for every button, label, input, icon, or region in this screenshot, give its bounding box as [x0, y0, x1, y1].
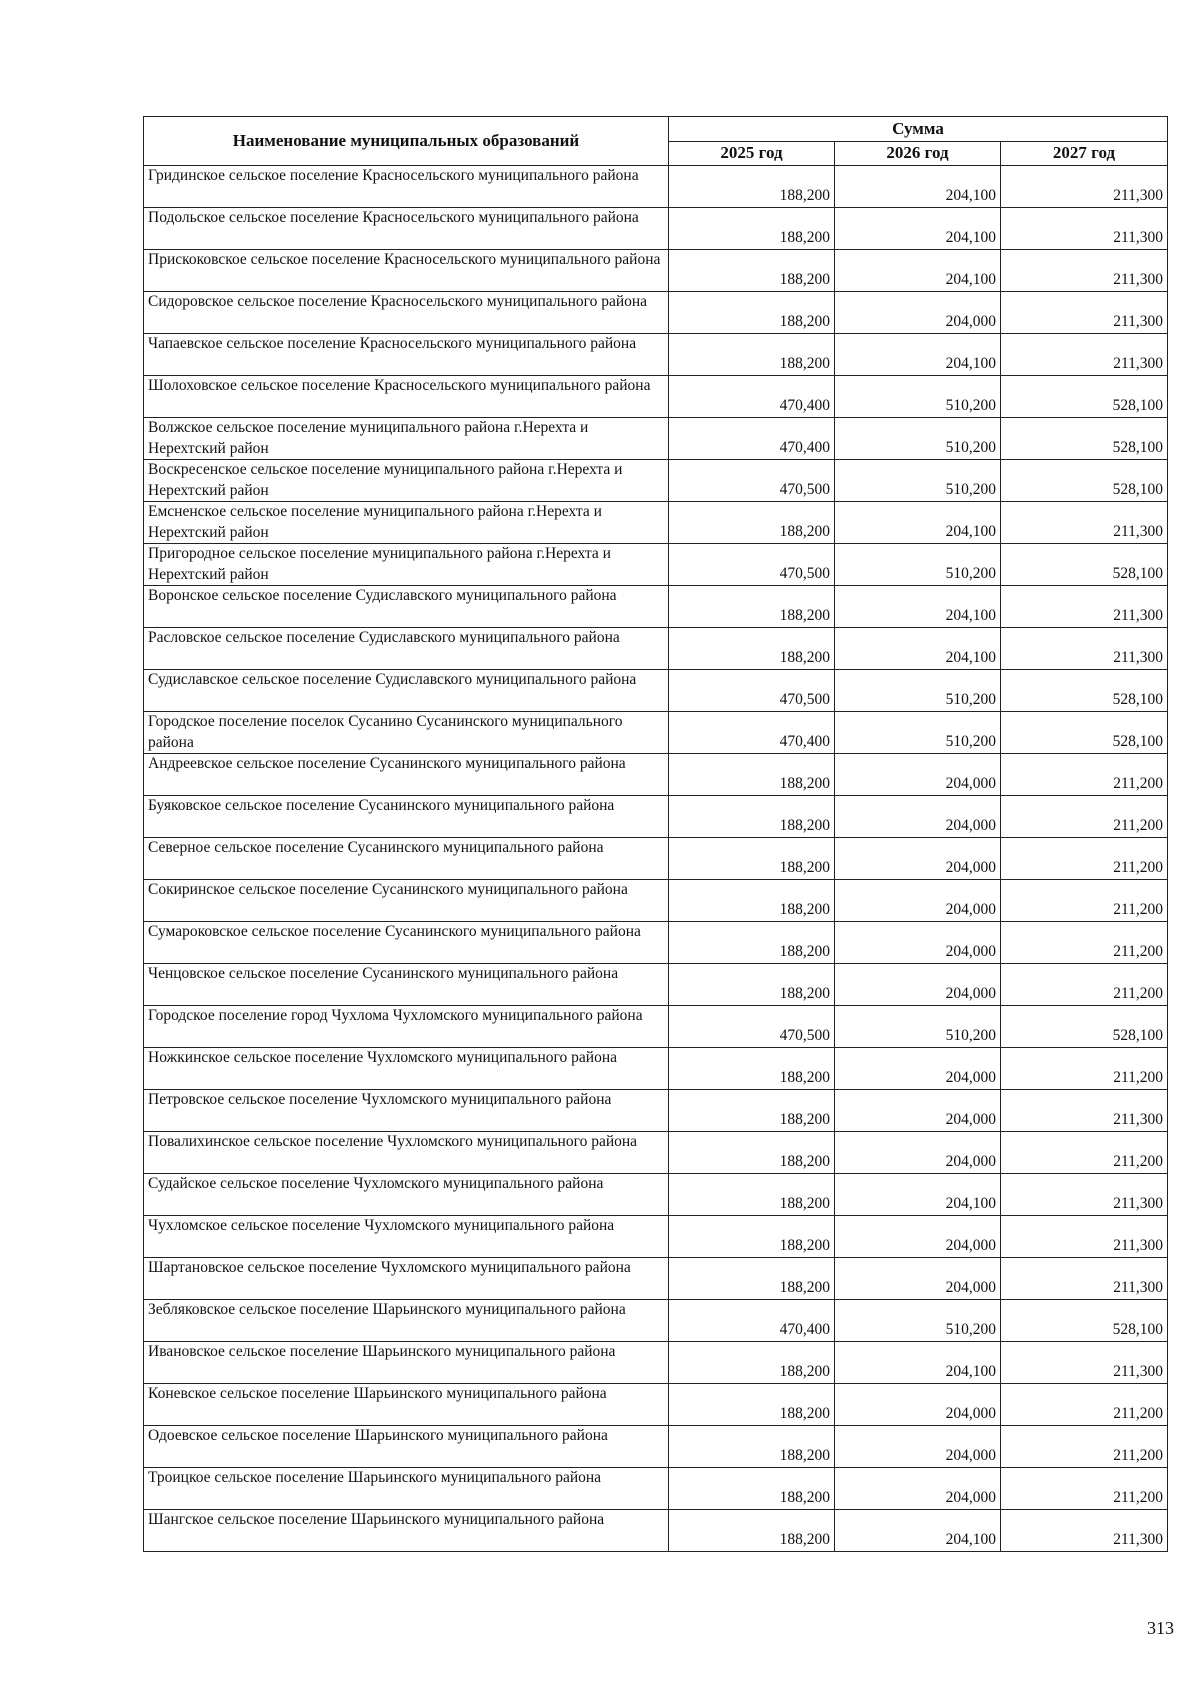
amount-2027-cell: 211,200	[1001, 964, 1168, 1006]
amount-2027-cell: 528,100	[1001, 1300, 1168, 1342]
amount-2026-cell: 204,000	[835, 1468, 1001, 1510]
municipality-name-cell: Чухломское сельское поселение Чухломского муниципального района	[144, 1216, 669, 1258]
table-row	[144, 628, 1168, 670]
amount-2026-cell: 204,000	[835, 1384, 1001, 1426]
amount-2025-cell: 188,200	[669, 1342, 835, 1384]
municipality-name-cell: Пригородное сельское поселение муниципального района г.Нерехта и Нерехтский район	[144, 544, 669, 586]
municipality-name-cell: Ченцовское сельское поселение Сусанинского муниципального района	[144, 964, 669, 1006]
amount-2026-cell: 204,000	[835, 880, 1001, 922]
amount-2026-cell: 204,000	[835, 1048, 1001, 1090]
amount-2025-cell: 188,200	[669, 586, 835, 628]
amount-2027-cell: 211,300	[1001, 1258, 1168, 1300]
amount-2026-cell: 510,200	[835, 460, 1001, 502]
amount-2027-cell: 211,200	[1001, 880, 1168, 922]
amount-2026-cell: 204,000	[835, 1216, 1001, 1258]
amount-2025-cell: 188,200	[669, 1384, 835, 1426]
table-row	[144, 586, 1168, 628]
table-row	[144, 1426, 1168, 1468]
municipality-name-cell: Зебляковское сельское поселение Шарьинского муниципального района	[144, 1300, 669, 1342]
amount-2026-cell: 204,100	[835, 1174, 1001, 1216]
amount-2027-cell: 211,300	[1001, 1174, 1168, 1216]
amount-2025-cell: 188,200	[669, 964, 835, 1006]
amount-2026-cell: 204,100	[835, 1342, 1001, 1384]
amount-2025-cell: 470,400	[669, 418, 835, 460]
amount-2027-cell: 211,300	[1001, 166, 1168, 208]
amount-2026-cell: 204,100	[835, 166, 1001, 208]
amount-2026-cell: 204,100	[835, 586, 1001, 628]
table-row	[144, 670, 1168, 712]
amount-2025-cell: 188,200	[669, 292, 835, 334]
table-row	[144, 208, 1168, 250]
table-body	[144, 166, 1168, 1552]
amount-2026-cell: 204,100	[835, 208, 1001, 250]
amount-2027-cell: 211,200	[1001, 1384, 1168, 1426]
table-row	[144, 796, 1168, 838]
amount-2026-cell: 204,100	[835, 628, 1001, 670]
amount-2027-cell: 211,300	[1001, 1510, 1168, 1552]
amount-2026-cell: 510,200	[835, 418, 1001, 460]
amount-2025-cell: 470,400	[669, 712, 835, 754]
municipality-name-cell: Емсненское сельское поселение муниципального района г.Нерехта и Нерехтский район	[144, 502, 669, 544]
amount-2025-cell: 188,200	[669, 796, 835, 838]
sum-column-header: Сумма	[669, 117, 1168, 142]
table-row	[144, 838, 1168, 880]
table-header	[144, 117, 1168, 166]
amount-2027-cell: 211,200	[1001, 796, 1168, 838]
amount-2027-cell: 528,100	[1001, 1006, 1168, 1048]
amount-2025-cell: 188,200	[669, 1174, 835, 1216]
amount-2027-cell: 211,300	[1001, 628, 1168, 670]
amount-2026-cell: 204,000	[835, 964, 1001, 1006]
amount-2025-cell: 188,200	[669, 1132, 835, 1174]
year-2026-header: 2026 год	[835, 141, 1001, 166]
municipality-name-cell: Повалихинское сельское поселение Чухломского муниципального района	[144, 1132, 669, 1174]
amount-2026-cell: 510,200	[835, 670, 1001, 712]
table-row	[144, 418, 1168, 460]
amount-2027-cell: 211,300	[1001, 502, 1168, 544]
table-row	[144, 1048, 1168, 1090]
municipality-name-cell: Андреевское сельское поселение Сусанинского муниципального района	[144, 754, 669, 796]
amount-2026-cell: 204,000	[835, 1426, 1001, 1468]
amount-2026-cell: 510,200	[835, 712, 1001, 754]
amount-2026-cell: 204,000	[835, 292, 1001, 334]
amount-2027-cell: 211,300	[1001, 1342, 1168, 1384]
table-row	[144, 712, 1168, 754]
table-row	[144, 166, 1168, 208]
amount-2027-cell: 528,100	[1001, 376, 1168, 418]
amount-2025-cell: 188,200	[669, 754, 835, 796]
table-row	[144, 1132, 1168, 1174]
amount-2027-cell: 211,300	[1001, 334, 1168, 376]
amount-2025-cell: 188,200	[669, 1216, 835, 1258]
municipality-name-cell: Ивановское сельское поселение Шарьинского муниципального района	[144, 1342, 669, 1384]
amount-2027-cell: 211,200	[1001, 1468, 1168, 1510]
amount-2025-cell: 188,200	[669, 628, 835, 670]
table-row	[144, 376, 1168, 418]
amount-2027-cell: 211,300	[1001, 250, 1168, 292]
amount-2025-cell: 188,200	[669, 1468, 835, 1510]
amount-2025-cell: 470,500	[669, 670, 835, 712]
municipality-name-cell: Прискоковское сельское поселение Красносельского муниципального района	[144, 250, 669, 292]
amount-2027-cell: 211,300	[1001, 292, 1168, 334]
amount-2025-cell: 470,500	[669, 1006, 835, 1048]
amount-2027-cell: 528,100	[1001, 712, 1168, 754]
amount-2026-cell: 510,200	[835, 376, 1001, 418]
amount-2027-cell: 528,100	[1001, 460, 1168, 502]
amount-2026-cell: 204,000	[835, 1258, 1001, 1300]
year-2025-header: 2025 год	[669, 141, 835, 166]
amount-2025-cell: 188,200	[669, 250, 835, 292]
amount-2027-cell: 528,100	[1001, 670, 1168, 712]
municipality-name-cell: Подольское сельское поселение Красносельского муниципального района	[144, 208, 669, 250]
municipality-name-cell: Северное сельское поселение Сусанинского муниципального района	[144, 838, 669, 880]
amount-2026-cell: 204,000	[835, 1132, 1001, 1174]
amount-2026-cell: 510,200	[835, 544, 1001, 586]
table-row	[144, 754, 1168, 796]
amount-2025-cell: 188,200	[669, 1090, 835, 1132]
year-2027-header: 2027 год	[1001, 141, 1168, 166]
amount-2027-cell: 211,200	[1001, 1426, 1168, 1468]
amount-2025-cell: 188,200	[669, 838, 835, 880]
amount-2026-cell: 204,000	[835, 1090, 1001, 1132]
amount-2025-cell: 470,500	[669, 544, 835, 586]
table-row	[144, 1006, 1168, 1048]
amount-2025-cell: 188,200	[669, 922, 835, 964]
table-row	[144, 544, 1168, 586]
amount-2027-cell: 528,100	[1001, 544, 1168, 586]
table-row	[144, 1384, 1168, 1426]
amount-2027-cell: 211,300	[1001, 1090, 1168, 1132]
table-row	[144, 1300, 1168, 1342]
amount-2027-cell: 211,200	[1001, 754, 1168, 796]
amount-2027-cell: 211,300	[1001, 586, 1168, 628]
amount-2027-cell: 528,100	[1001, 418, 1168, 460]
amount-2027-cell: 211,300	[1001, 208, 1168, 250]
amount-2026-cell: 204,100	[835, 250, 1001, 292]
table-row	[144, 1216, 1168, 1258]
municipality-name-cell: Судайское сельское поселение Чухломского муниципального района	[144, 1174, 669, 1216]
amount-2025-cell: 188,200	[669, 502, 835, 544]
table-row	[144, 292, 1168, 334]
table-row	[144, 880, 1168, 922]
municipality-name-cell: Сидоровское сельское поселение Красносельского муниципального района	[144, 292, 669, 334]
table-row	[144, 460, 1168, 502]
municipality-name-cell: Воскресенское сельское поселение муниципального района г.Нерехта и Нерехтский район	[144, 460, 669, 502]
municipality-name-cell: Шартановское сельское поселение Чухломского муниципального района	[144, 1258, 669, 1300]
amount-2025-cell: 188,200	[669, 1258, 835, 1300]
table-row	[144, 334, 1168, 376]
municipality-name-cell: Волжское сельское поселение муниципального района г.Нерехта и Нерехтский район	[144, 418, 669, 460]
amount-2025-cell: 188,200	[669, 1510, 835, 1552]
amount-2027-cell: 211,200	[1001, 922, 1168, 964]
amount-2026-cell: 204,000	[835, 922, 1001, 964]
municipality-name-cell: Городское поселение город Чухлома Чухломского муниципального района	[144, 1006, 669, 1048]
municipality-name-cell: Петровское сельское поселение Чухломского муниципального района	[144, 1090, 669, 1132]
municipality-name-cell: Одоевское сельское поселение Шарьинского муниципального района	[144, 1426, 669, 1468]
table-row	[144, 1090, 1168, 1132]
amount-2025-cell: 188,200	[669, 334, 835, 376]
amount-2025-cell: 188,200	[669, 880, 835, 922]
municipality-name-cell: Буяковское сельское поселение Сусанинского муниципального района	[144, 796, 669, 838]
amount-2025-cell: 470,500	[669, 460, 835, 502]
municipality-name-cell: Судиславское сельское поселение Судиславского муниципального района	[144, 670, 669, 712]
municipality-name-cell: Чапаевское сельское поселение Красносельского муниципального района	[144, 334, 669, 376]
amount-2026-cell: 204,000	[835, 796, 1001, 838]
table-row	[144, 964, 1168, 1006]
amount-2025-cell: 188,200	[669, 166, 835, 208]
table-row	[144, 1510, 1168, 1552]
table-row	[144, 250, 1168, 292]
table-row	[144, 502, 1168, 544]
municipality-name-cell: Расловское сельское поселение Судиславского муниципального района	[144, 628, 669, 670]
amount-2026-cell: 510,200	[835, 1006, 1001, 1048]
amount-2025-cell: 188,200	[669, 208, 835, 250]
municipality-name-cell: Гридинское сельское поселение Красносельского муниципального района	[144, 166, 669, 208]
municipality-name-cell: Шангское сельское поселение Шарьинского муниципального района	[144, 1510, 669, 1552]
amount-2025-cell: 188,200	[669, 1048, 835, 1090]
allocation-table-container	[143, 116, 1167, 1552]
amount-2026-cell: 204,100	[835, 502, 1001, 544]
municipality-name-cell: Сокиринское сельское поселение Сусанинского муниципального района	[144, 880, 669, 922]
amount-2027-cell: 211,200	[1001, 838, 1168, 880]
table-row	[144, 922, 1168, 964]
amount-2026-cell: 204,000	[835, 754, 1001, 796]
amount-2026-cell: 510,200	[835, 1300, 1001, 1342]
amount-2026-cell: 204,000	[835, 838, 1001, 880]
amount-2027-cell: 211,200	[1001, 1132, 1168, 1174]
page-number: 313	[1147, 1618, 1174, 1638]
amount-2027-cell: 211,300	[1001, 1216, 1168, 1258]
municipality-name-cell: Троицкое сельское поселение Шарьинского муниципального района	[144, 1468, 669, 1510]
amount-2025-cell: 470,400	[669, 376, 835, 418]
amount-2025-cell: 470,400	[669, 1300, 835, 1342]
allocation-table	[143, 116, 1168, 1552]
amount-2026-cell: 204,100	[835, 334, 1001, 376]
table-row	[144, 1258, 1168, 1300]
table-row	[144, 1342, 1168, 1384]
amount-2027-cell: 211,200	[1001, 1048, 1168, 1090]
amount-2026-cell: 204,100	[835, 1510, 1001, 1552]
municipality-name-cell: Коневское сельское поселение Шарьинского муниципального района	[144, 1384, 669, 1426]
municipality-name-cell: Шолоховское сельское поселение Красносельского муниципального района	[144, 376, 669, 418]
table-row	[144, 1468, 1168, 1510]
municipality-name-cell: Городское поселение поселок Сусанино Сусанинского муниципального района	[144, 712, 669, 754]
municipality-name-cell: Сумароковское сельское поселение Сусанинского муниципального района	[144, 922, 669, 964]
municipality-name-cell: Ножкинское сельское поселение Чухломского муниципального района	[144, 1048, 669, 1090]
amount-2025-cell: 188,200	[669, 1426, 835, 1468]
municipality-column-header: Наименование муниципальных образований	[144, 117, 669, 166]
table-row	[144, 1174, 1168, 1216]
municipality-name-cell: Воронское сельское поселение Судиславского муниципального района	[144, 586, 669, 628]
